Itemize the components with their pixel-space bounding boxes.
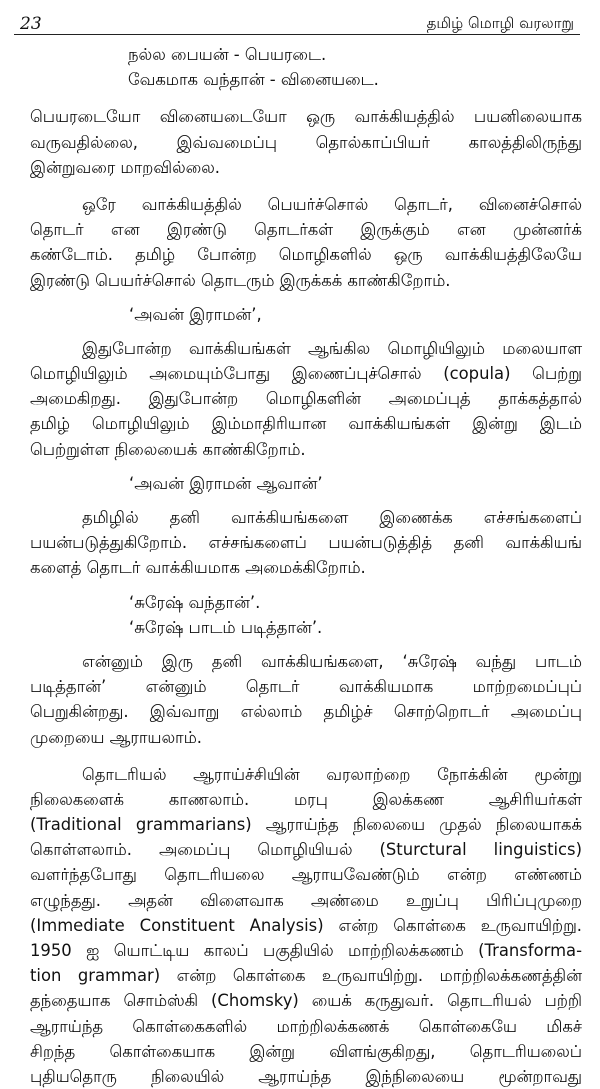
paragraph-6 bbox=[30, 762, 582, 1089]
paragraph-line: தமிழ் மொழியிலும் இம்மாதிரியான வாக்கியங்கள் இன்று இடம் bbox=[30, 414, 582, 434]
example-line: நல்ல பையன் - பெயரடை. bbox=[128, 45, 327, 64]
paragraph-line: (Traditional grammarians) ஆராய்ந்த நிலையை முதல் நிலையாகக் bbox=[30, 815, 582, 835]
page-number: 23 bbox=[20, 14, 42, 34]
paragraph-line: இரண்டு பெயர்ச்சொல் தொடரும் இருக்கக் காண்கிறோம். bbox=[30, 270, 451, 290]
quote-example: ‘சுரேஷ் வந்தான்’. bbox=[129, 592, 261, 612]
paragraph-5 bbox=[30, 649, 582, 750]
running-title: தமிழ் மொழி வரலாறு bbox=[426, 14, 574, 32]
paragraph-line: ஆராய்ந்த கொள்கைகளில் மாற்றிலக்கணக் கொள்கையே மிகச் bbox=[30, 1016, 582, 1036]
paragraph-line: பயன்படுத்துகிறோம். எச்சங்களைப் பயன்படுத்தித் தனி வாக்கியங் bbox=[30, 533, 582, 553]
paragraph-3 bbox=[30, 336, 582, 462]
paragraph-line: கொள்ளலாம். அமைப்பு மொழியியல் (Sturctural linguistics) bbox=[30, 840, 582, 860]
paragraph-line: பெயரடையோ வினையடையோ ஒரு வாக்கியத்தில் பயனிலையாக bbox=[30, 107, 582, 127]
paragraph-line: ஒரே வாக்கியத்தில் பெயர்ச்சொல் தொடர், வினைச்சொல் bbox=[82, 194, 582, 214]
paragraph-line: நிலைகளைக் காணலாம். மரபு இலக்கண ஆசிரியர்கள் bbox=[30, 789, 582, 809]
paragraph-line: எழுந்தது. அதன் விளைவாக அண்மை உறுப்பு பிரிப்புமுறை bbox=[30, 890, 582, 910]
page-header bbox=[14, 6, 580, 35]
paragraph-line: பெற்றுள்ள நிலையைக் காண்கிறோம். bbox=[30, 439, 306, 459]
paragraph-line: கண்டோம். தமிழ் போன்ற மொழிகளில் ஒரு வாக்கியத்திலேயே bbox=[30, 245, 582, 265]
paragraph-line: அமைகிறது. இதுபோன்ற மொழிகளின் அமைப்புத் தாக்கத்தால் bbox=[30, 389, 582, 409]
paragraph-line: வளர்ந்தபோது தொடரியலை ஆராயவேண்டும் என்ற எண்ணம் bbox=[30, 865, 582, 885]
paragraph-line: தமிழில் தனி வாக்கியங்களை இணைக்க எச்சங்களைப் bbox=[82, 508, 582, 527]
paragraph-line: தொடரியல் ஆராய்ச்சியின் வரலாற்றை நோக்கின் மூன்று bbox=[82, 764, 582, 784]
paragraph-line: இதுபோன்ற வாக்கியங்கள் ஆங்கில மொழியிலும் மலையாள bbox=[82, 338, 582, 358]
paragraph-line: புதியதொரு நிலையில் ஆராய்ந்த இந்நிலையை மூன்றாவது bbox=[30, 1066, 582, 1086]
paragraph-line: என்னும் இரு தனி வாக்கியங்களை, ‘சுரேஷ் வந்து பாடம் bbox=[82, 651, 582, 671]
paragraph-line: வருவதில்லை, இவ்வமைப்பு தொல்காப்பியர் காலத்திலிருந்து bbox=[30, 132, 582, 152]
paragraph-line: சிறந்த கொள்கையாக இன்று விளங்குகிறது, தொடரியலைப் bbox=[30, 1041, 582, 1061]
paragraph-2 bbox=[30, 192, 582, 293]
paragraph-line: tion grammar) என்ற கொள்கை உருவாயிற்று. மாற்றிலக்கணத்தின் bbox=[30, 966, 582, 986]
quote-example: ‘அவன் இராமன் ஆவான்’ bbox=[129, 473, 323, 493]
quote-example: ‘அவன் இராமன்’, bbox=[129, 304, 262, 324]
paragraph-line: களைத் தொடர் வாக்கியமாக அமைக்கிறோம். bbox=[30, 558, 366, 578]
paragraph-line: (Immediate Constituent Analysis) என்ற கொள்கை உருவாயிற்று. bbox=[30, 915, 582, 935]
quote-example: ‘சுரேஷ் பாடம் படித்தான்’. bbox=[129, 617, 323, 637]
paragraph-line: முறையை ஆராயலாம். bbox=[30, 727, 203, 747]
paragraph-line: படித்தான்’ என்னும் தொடர் வாக்கியமாக மாற்றமைப்புப் bbox=[30, 677, 582, 697]
paragraph-line: மொழியிலும் அமையும்போது இணைப்புச்சொல் (copula) பெற்று bbox=[30, 364, 582, 384]
paragraph-4 bbox=[30, 505, 582, 581]
paragraph-line: தந்தையாக சொம்ஸ்கி (Chomsky) யைக் கருதுவர். தொடரியல் பற்றி bbox=[30, 991, 582, 1011]
example-line: வேகமாக வந்தான் - வினையடை. bbox=[128, 70, 379, 90]
paragraph-line: தொடர் என இரண்டு தொடர்கள் இருக்கும் என முன்னர்க் bbox=[30, 220, 582, 240]
paragraph-1 bbox=[30, 104, 582, 180]
page-body bbox=[30, 42, 582, 1089]
paragraph-line: 1950 ஐ யொட்டிய காலப் பகுதியில் மாற்றிலக்கணம் (Transforma- bbox=[30, 941, 582, 960]
paragraph-line: இன்றுவரை மாறவில்லை. bbox=[30, 157, 220, 177]
paragraph-line: பெறுகின்றது. இவ்வாறு எல்லாம் தமிழ்ச் சொற்றொடர் அமைப்பு bbox=[30, 702, 582, 722]
